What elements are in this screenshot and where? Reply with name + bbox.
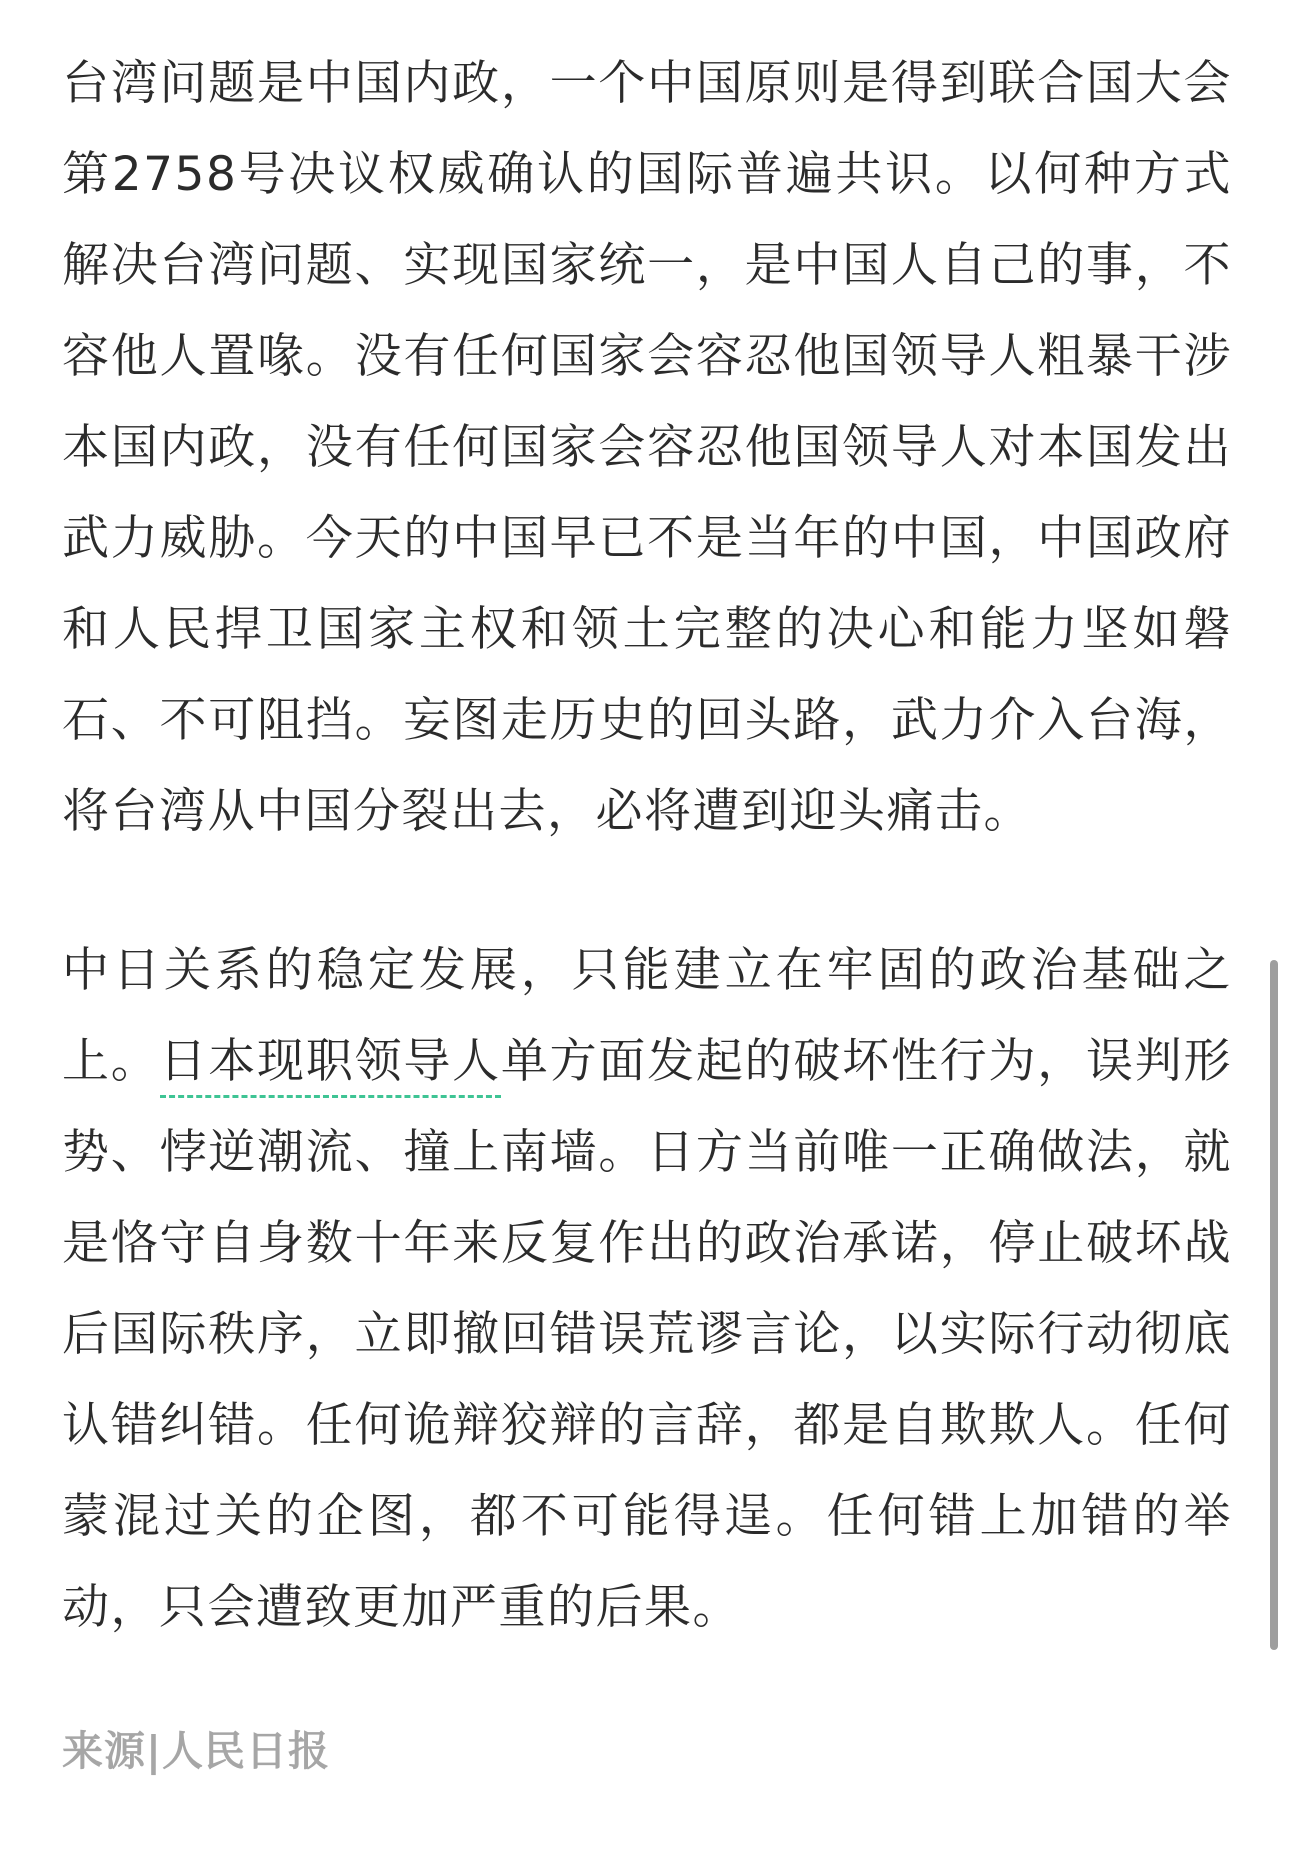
- keyword-link[interactable]: 日本现职领导人: [160, 1034, 501, 1098]
- article-body: [62, 38, 1232, 1781]
- paragraph-china-japan: [62, 925, 1232, 1653]
- paragraph-text-before: 中日关系的稳定发展，只能建立在牢固的政治基础之上。: [62, 943, 1232, 1089]
- source-credit: 来源|人民日报: [62, 1727, 330, 1775]
- paragraph-taiwan: 台湾问题是中国内政，一个中国原则是得到联合国大会第2758号决议权威确认的国际普遍共识。以何种方式解决台湾问题、实现国家统一，是中国人自己的事，不容他人置喙。没有任何国家会容忍他国领导人粗暴干涉本国内政，没有任何国家会容忍他国领导人对本国发出武力威胁。今天的中国早已不是当年的中国，中国政府和人民捍卫国家主权和领土完整的决心和能力坚如磐石、不可阻挡。妄图走历史的回头路，武力介入台海，将台湾从中国分裂出去，必将遭到迎头痛击。: [62, 56, 1232, 839]
- vertical-scrollbar[interactable]: [1270, 960, 1278, 1650]
- paragraph-text-after: 单方面发起的破坏性行为，误判形势、悖逆潮流、撞上南墙。日方当前唯一正确做法，就是恪守自身数十年来反复作出的政治承诺，停止破坏战后国际秩序，立即撤回错误荒谬言论，以实际行动彻底认错纠错。任何诡辩狡辩的言辞，都是自欺欺人。任何蒙混过关的企图，都不可能得逞。任何错上加错的举动，只会遭致更加严重的后果。: [62, 1034, 1233, 1635]
